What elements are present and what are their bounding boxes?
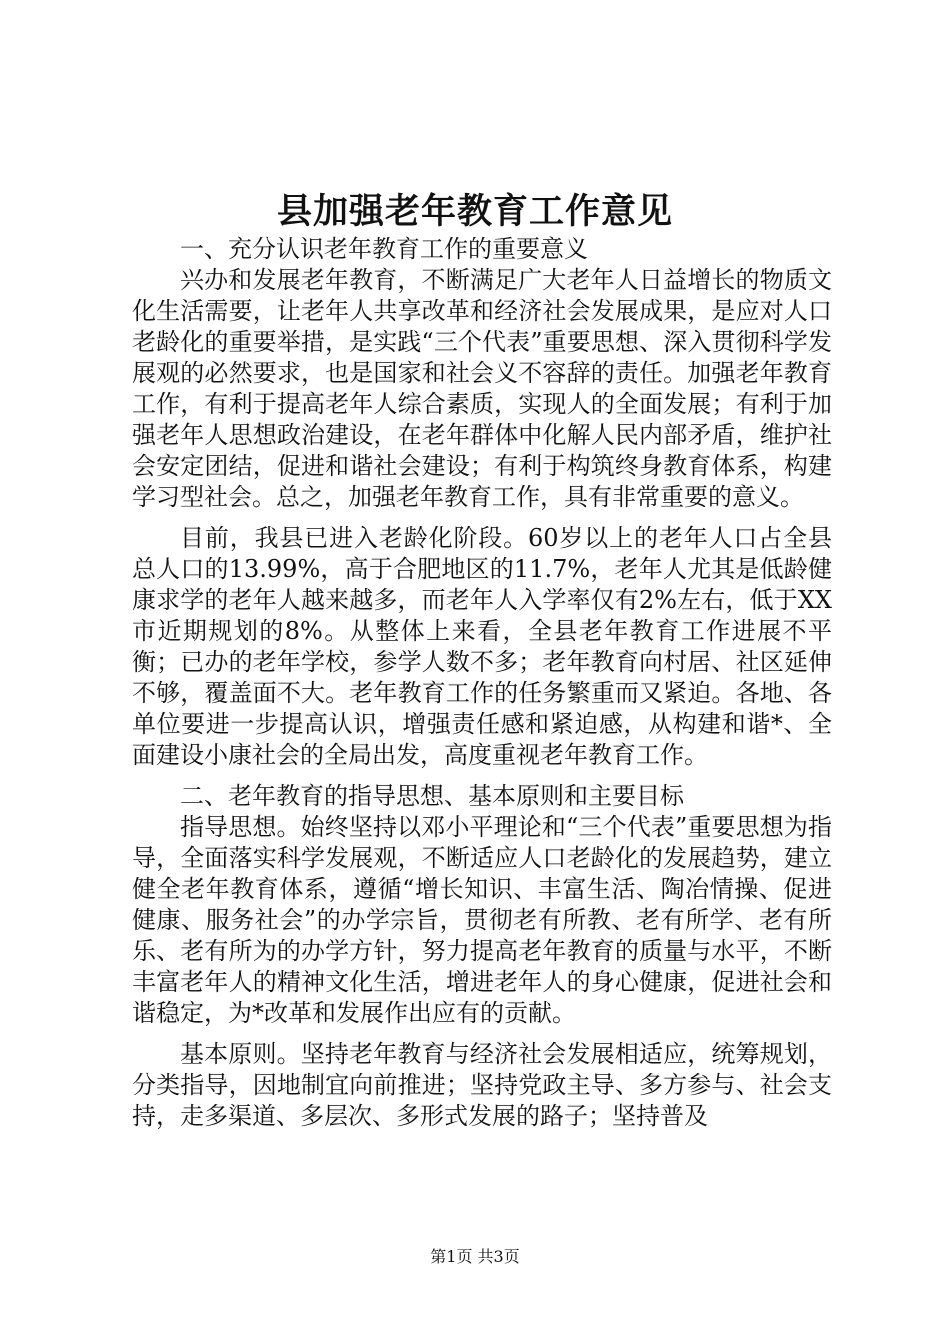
body-paragraph-4: 基本原则。坚持老年教育与经济社会发展相适应，统筹规划，分类指导，因地制宜向前推进；坚持党政主导、多方参与、社会支持，走多渠道、多层次、多形式发展的路子；坚持普及	[132, 1040, 832, 1130]
document-body	[132, 234, 832, 1132]
page-footer: 第1页 共3页	[430, 1247, 520, 1266]
section-heading-1: 一、充分认识老年教育工作的重要意义	[180, 235, 588, 263]
body-paragraph-3: 指导思想。始终坚持以邓小平理论和“三个代表”重要思想为指导，全面落实科学发展观，不断适应人口老龄化的发展趋势，建立健全老年教育体系，遵循“增长知识、丰富生活、陶冶情操、促进健康、服务社会”的办学宗旨，贯彻老有所教、老有所学、老有所乐、老有所为的办学方针，努力提高老年教育的质量与水平，不断丰富老年人的精神文化生活，增进老年人的身心健康，促进社会和谐稳定，为*改革和发展作出应有的贡献。	[132, 813, 832, 1027]
section-heading-2: 二、老年教育的指导思想、基本原则和主要目标	[180, 782, 684, 810]
body-paragraph-2: 目前，我县已进入老龄化阶段。60岁以上的老年人口占全县总人口的13.99%，高于合肥地区的11.7%，老年人尤其是低龄健康求学的老年人越来越多，而老年人入学率仅有2%左右，低于XX市近期规划的8%。从整体上来看，全县老年教育工作进展不平衡；已办的老年学校，参学人数不多；老年教育向村居、社区延伸不够，覆盖面不大。老年教育工作的任务繁重而又紧迫。各地、各单位要进一步提高认识，增强责任感和紧迫感，从构建和谐*、全面建设小康社会的全局出发，高度重视老年教育工作。	[132, 524, 832, 769]
body-paragraph-1: 兴办和发展老年教育，不断满足广大老年人日益增长的物质文化生活需要，让老年人共享改革和经济社会发展成果，是应对人口老龄化的重要举措，是实践“三个代表”重要思想、深入贯彻科学发展观的必然要求，也是国家和社会义不容辞的责任。加强老年教育工作，有利于提高老年人综合素质，实现人的全面发展；有利于加强老年人思想政治建设，在老年群体中化解人民内部矛盾，维护社会安定团结，促进和谐社会建设；有利于构筑终身教育体系，构建学习型社会。总之，加强老年教育工作，具有非常重要的意义。	[132, 266, 832, 511]
document-title: 县加强老年教育工作意见	[276, 191, 673, 232]
